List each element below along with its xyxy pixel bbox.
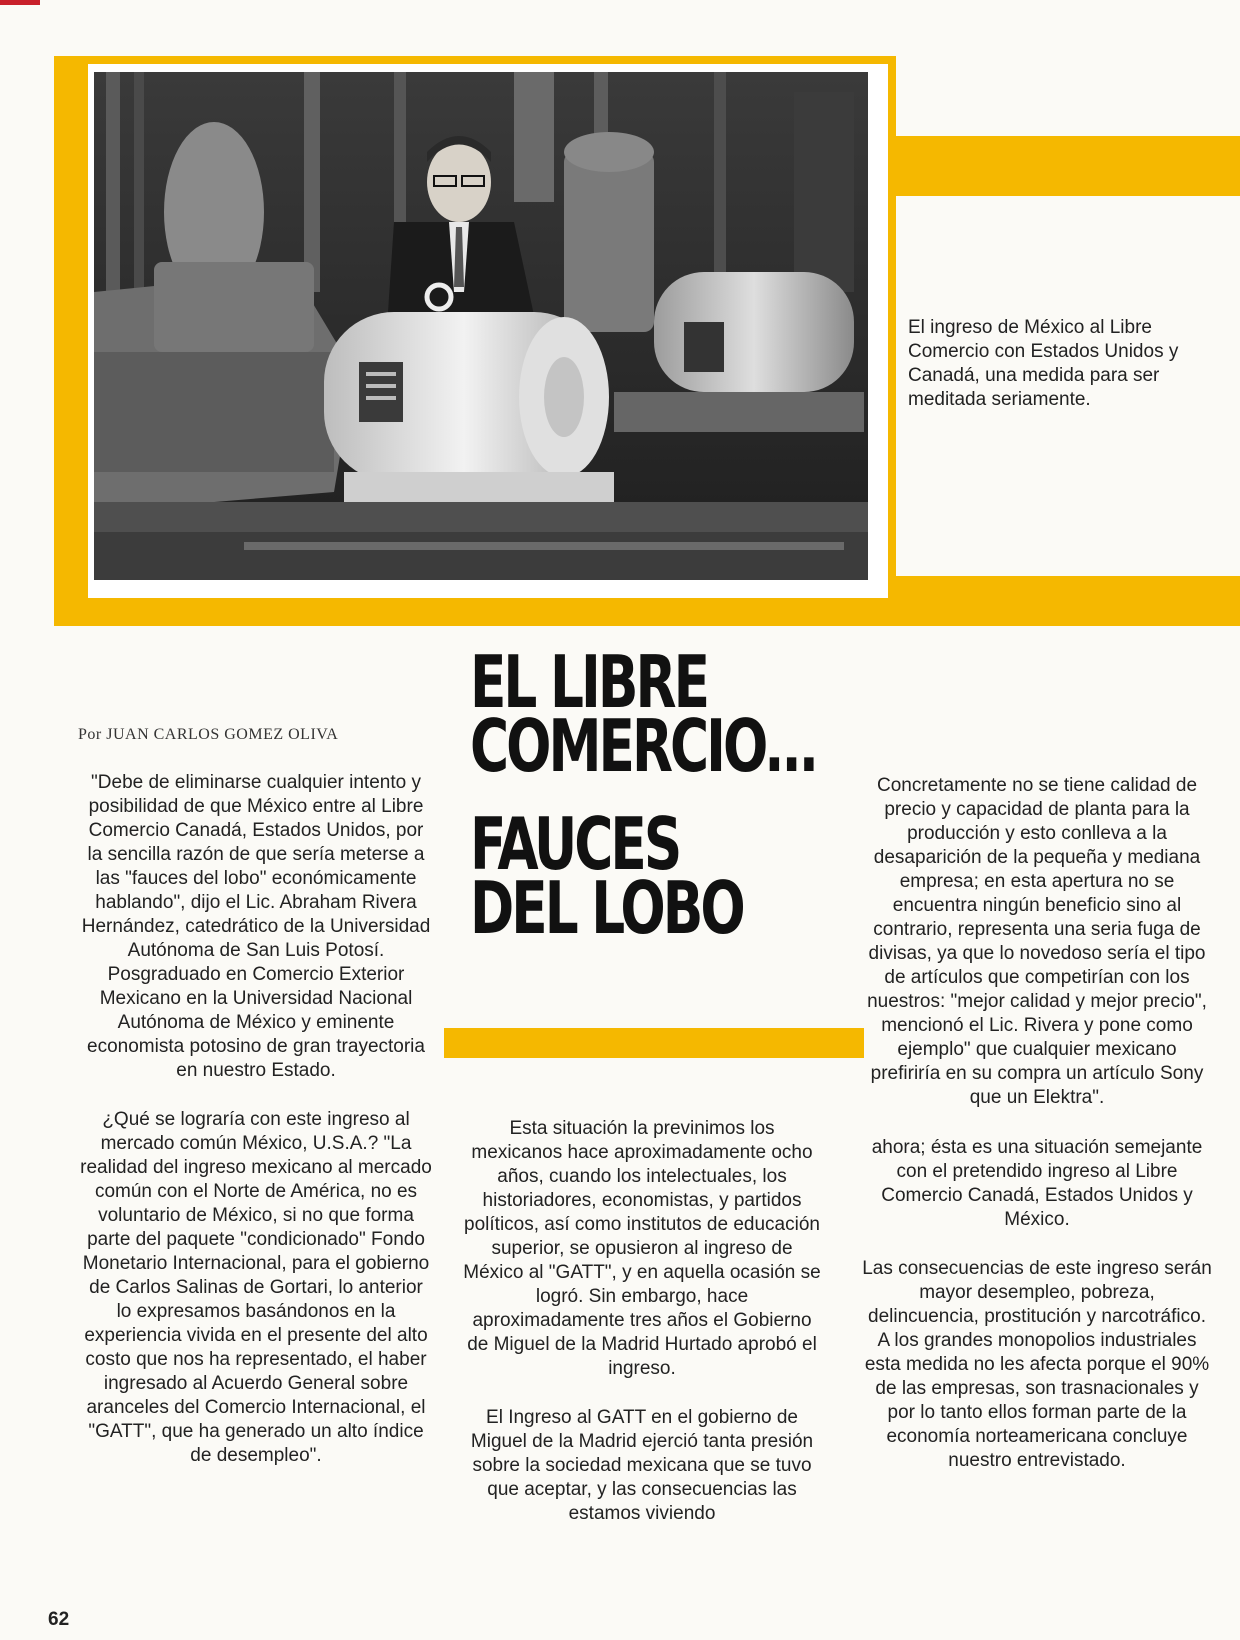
column-middle-paragraph-1: Esta situación la previnimos los mexicanos hace aproximadamente ocho años, cuando los intelectuales, los historiadores, economistas, y partidos políticos, así como institutos de educación superior, se opusieron al ingreso de México al "GATT", y en aquella ocasión se logró. Sin embargo, hace aproximadamente tres años el Gobierno de Miguel de la Madrid Hurtado aprobó el ingreso. bbox=[463, 1118, 821, 1379]
column-right bbox=[862, 774, 1212, 1498]
page-edge-mark bbox=[0, 0, 40, 5]
column-right-paragraph-1: Concretamente no se tiene calidad de precio y capacidad de planta para la producción y esto conlleva a la desaparición de la pequeña y mediana empresa; en esta apertura no se encuentra ningún beneficio sino al contrario, representa una seria fuga de divisas, ya que lo novedoso sería el tipo de artículos que competirían con los nuestros: "mejor calidad y mejor precio", mencionó el Lic. Rivera y pone como ejemplo" que cualquier mexicano prefiriría en su compra un artículo Sony que un Elektra". bbox=[867, 775, 1207, 1108]
column-left bbox=[80, 771, 432, 1493]
headline-line-4: DEL LOBO bbox=[470, 866, 743, 950]
column-middle-paragraph-2: El Ingreso al GATT en el gobierno de Miguel de la Madrid ejerció tanta presión sobre la sociedad mexicana que se tuvo que aceptar, y las consecuencias las estamos viviendo bbox=[470, 1407, 814, 1524]
headline bbox=[470, 640, 817, 950]
column-left-paragraph-1: "Debe de eliminarse cualquier intento y posibilidad de que México entre al Libre Comercio Canadá, Estados Unidos, por la sencilla razón de que sería meterse a las "fauces del lobo" económicamente hablando", dijo el Lic. Abraham Rivera Hernández, catedrático de la Universidad Autónoma de San Luis Potosí. Posgraduado en Comercio Exterior Mexicano en la Universidad Nacional Autónoma de México y eminente economista potosino de gran trayectoria en nuestro Estado. bbox=[81, 772, 431, 1081]
column-right-paragraph-3: Las consecuencias de este ingreso serán mayor desempleo, pobreza, delincuencia, prostitución y narcotráfico. A los grandes monopolios industriales esta medida no les afecta porque el 90% de las empresas, son trasnacionales y por lo tanto ellos forman parte de la economía norteamericana concluye nuestro entrevistado. bbox=[862, 1258, 1212, 1471]
yellow-band-top bbox=[880, 136, 1240, 196]
photo-caption: El ingreso de México al Libre Comercio con Estados Unidos y Canadá, una medida para ser meditada seriamente. bbox=[908, 317, 1179, 410]
article-photo bbox=[94, 72, 868, 580]
byline: Por JUAN CARLOS GOMEZ OLIVA bbox=[78, 726, 339, 743]
page-number: 62 bbox=[48, 1609, 70, 1630]
headline-line-1: EL LIBRE bbox=[470, 640, 708, 724]
headline-line-3: FAUCES bbox=[470, 802, 680, 886]
column-middle bbox=[462, 1117, 822, 1551]
column-right-paragraph-2: ahora; ésta es una situación semejante con el pretendido ingreso al Libre Comercio Canadá, Estados Unidos y México. bbox=[871, 1137, 1203, 1230]
headline-underline-bar bbox=[444, 1028, 864, 1058]
column-left-paragraph-2: ¿Qué se lograría con este ingreso al mercado común México, U.S.A.? "La realidad del ingreso mexicano al mercado común con el Norte de América, no es voluntario de México, si no que forma parte del paquete "condicionado" Fondo Monetario Internacional, para el gobierno de Carlos Salinas de Gortari, lo anterior lo expresamos basándonos en la experiencia vivida en el presente del alto costo que nos ha representado, el haber ingresado al Acuerdo General sobre aranceles del Comercio Internacional, el "GATT", que ha generado un alto índice de desempleo". bbox=[80, 1109, 432, 1466]
headline-line-2: COMERCIO... bbox=[470, 704, 817, 788]
